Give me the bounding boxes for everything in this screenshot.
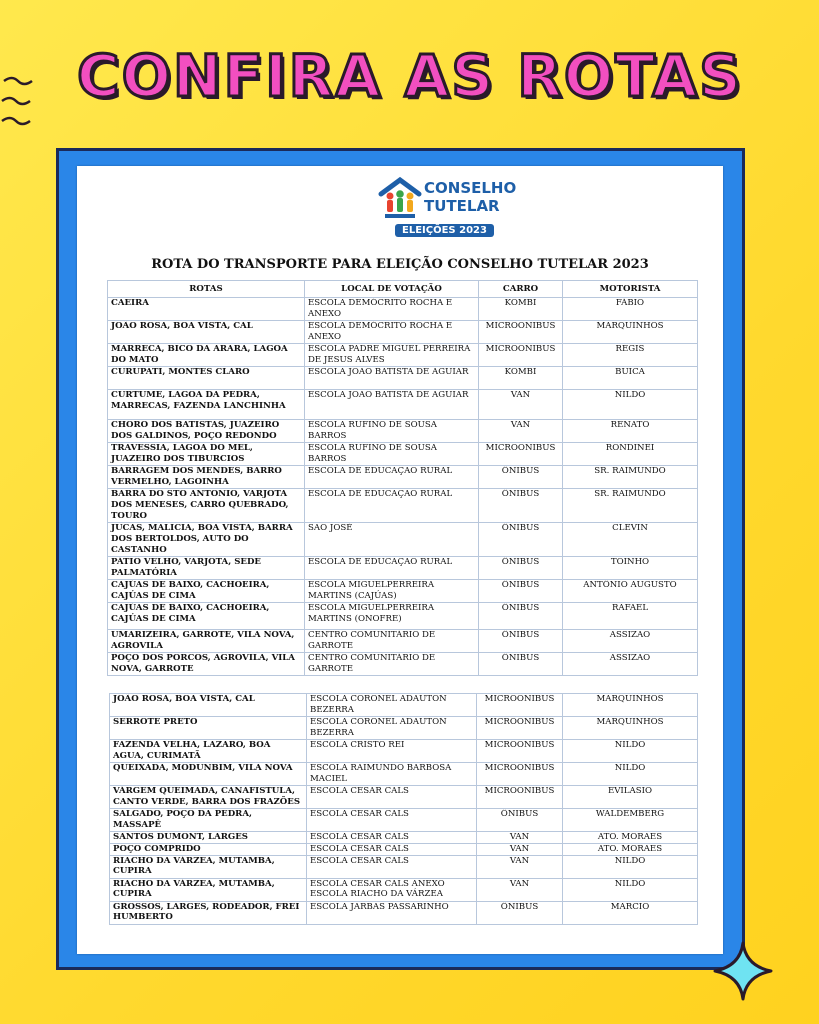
- table-row: [108, 523, 698, 557]
- location-cell: ESCOLA CESAR CALS: [307, 843, 477, 855]
- location-cell: ESCOLA CRISTO REI: [307, 740, 477, 763]
- table-row: [110, 763, 698, 786]
- logo-badge: ELEIÇÕES 2023: [395, 224, 494, 237]
- location-cell: ESCOLA CESAR CALS: [307, 831, 477, 843]
- family-house-icon: [377, 176, 423, 222]
- driver-cell: SR. RAIMUNDO: [563, 466, 698, 489]
- location-cell: CENTRO COMUNITÁRIO DE GARROTE: [305, 653, 479, 676]
- driver-cell: NILDO: [563, 878, 698, 901]
- routes-table-2: [109, 693, 698, 925]
- driver-cell: FÁBIO: [563, 298, 698, 321]
- logo-line1: CONSELHO: [424, 179, 517, 197]
- table-row: [108, 443, 698, 466]
- route-cell: CAEIRA: [108, 298, 305, 321]
- table-row: [108, 603, 698, 630]
- table-row: [110, 809, 698, 832]
- location-cell: ESCOLA DE EDUCAÇÃO RURAL: [305, 557, 479, 580]
- route-cell: CAJÚAS DE BAIXO, CACHOEIRA, CAJÚAS DE CIMA: [108, 603, 305, 630]
- driver-cell: MARQUINHOS: [563, 694, 698, 717]
- location-cell: ESCOLA CORONEL ADAUTON BEZERRA: [307, 694, 477, 717]
- vehicle-cell: VAN: [477, 855, 563, 878]
- route-cell: SERROTE PRETO: [110, 717, 307, 740]
- route-cell: RIACHO DA VÁRZEA, MUTAMBA, CUPIRA: [110, 878, 307, 901]
- logo-line2: TUTELAR: [424, 197, 500, 215]
- route-cell: TRAVESSIA, LAGOA DO MEL, JUAZEIRO DOS TIBURCIOS: [108, 443, 305, 466]
- driver-cell: NILDO: [563, 855, 698, 878]
- route-cell: UMARIZEIRA, GARROTE, VILA NOVA, AGROVILA: [108, 630, 305, 653]
- location-cell: ESCOLA RAIMUNDO BARBOSA MACIEL: [307, 763, 477, 786]
- location-cell: ESCOLA CORONEL ADAUTON BEZERRA: [307, 717, 477, 740]
- table-row: [108, 489, 698, 523]
- route-cell: CHORO DOS BATISTAS, JUAZEIRO DOS GALDINOS, POÇO REDONDO: [108, 420, 305, 443]
- vehicle-cell: VAN: [479, 420, 563, 443]
- route-cell: POÇO DOS PORCOS, AGROVILA, VILA NOVA, GARROTE: [108, 653, 305, 676]
- table-row: [110, 740, 698, 763]
- table-row: [108, 420, 698, 443]
- table-row: [110, 843, 698, 855]
- header-local: LOCAL DE VOTAÇÃO: [305, 281, 479, 298]
- driver-cell: RENATO: [563, 420, 698, 443]
- vehicle-cell: MICROONIBUS: [477, 763, 563, 786]
- vehicle-cell: ÔNIBUS: [479, 523, 563, 557]
- vehicle-cell: MICROONIBUS: [479, 321, 563, 344]
- location-cell: ESCOLA MIGUELPERREIRA MARTINS (CAJÚAS): [305, 580, 479, 603]
- route-cell: JOÃO ROSA, BOA VISTA, CAL: [108, 321, 305, 344]
- route-cell: CURUPATI, MONTES CLARO: [108, 367, 305, 390]
- driver-cell: ANTÔNIO AUGUSTO: [563, 580, 698, 603]
- vehicle-cell: ÔNIBUS: [477, 809, 563, 832]
- document-page: [77, 166, 723, 954]
- headline: CONFIRA AS ROTAS: [77, 42, 743, 110]
- location-cell: ESCOLA DE EDUCAÇÃO RURAL: [305, 466, 479, 489]
- location-cell: ESCOLA DEMÓCRITO ROCHA E ANEXO: [305, 298, 479, 321]
- table-row: [110, 786, 698, 809]
- route-cell: JUCAS, MALICIA, BOA VISTA, BARRA DOS BERTOLDOS, AUTO DO CASTANHO: [108, 523, 305, 557]
- route-cell: SALGADO, POÇO DA PEDRA, MASSAPÊ: [110, 809, 307, 832]
- vehicle-cell: MICROONIBUS: [477, 740, 563, 763]
- location-cell: ESCOLA PADRE MIGUEL PERREIRA DE JESUS ALVES: [305, 344, 479, 367]
- driver-cell: MARQUINHOS: [563, 321, 698, 344]
- vehicle-cell: MICROONIBUS: [479, 344, 563, 367]
- driver-cell: MARQUINHOS: [563, 717, 698, 740]
- vehicle-cell: VAN: [477, 878, 563, 901]
- route-cell: RIACHO DA VÁRZEA, MUTAMBA, CUPIRA: [110, 855, 307, 878]
- location-cell: ESCOLA CESAR CALS ANEXO ESCOLA RIACHO DA VÁRZEA: [307, 878, 477, 901]
- route-cell: QUEIXADA, MODUNBIM, VILA NOVA: [110, 763, 307, 786]
- vehicle-cell: VAN: [479, 390, 563, 420]
- location-cell: ESCOLA CESAR CALS: [307, 855, 477, 878]
- driver-cell: NILDO: [563, 763, 698, 786]
- location-cell: ESCOLA CESAR CALS: [307, 786, 477, 809]
- table-row: [110, 717, 698, 740]
- location-cell: ESCOLA RUFINO DE SOUSA BARROS: [305, 443, 479, 466]
- vehicle-cell: ÔNIBUS: [479, 630, 563, 653]
- route-cell: PÁTIO VELHO, VARJOTA, SEDE PALMATÓRIA: [108, 557, 305, 580]
- location-cell: ESCOLA JARBAS PASSARINHO: [307, 901, 477, 924]
- location-cell: CENTRO COMUNITÁRIO DE GARROTE: [305, 630, 479, 653]
- driver-cell: SR. RAIMUNDO: [563, 489, 698, 523]
- table-row: [108, 298, 698, 321]
- table-row: [108, 367, 698, 390]
- table-row: [108, 580, 698, 603]
- location-cell: ESCOLA JOÃO BATISTA DE AGUIAR: [305, 367, 479, 390]
- location-cell: ESCOLA RUFINO DE SOUSA BARROS: [305, 420, 479, 443]
- location-cell: ESCOLA DEMÓCRITO ROCHA E ANEXO: [305, 321, 479, 344]
- route-cell: MARRECA, BICO DA ARARA, LAGOA DO MATO: [108, 344, 305, 367]
- header-carro: CARRO: [479, 281, 563, 298]
- driver-cell: NILDO: [563, 390, 698, 420]
- driver-cell: ASSIZÃO: [563, 630, 698, 653]
- driver-cell: ASSIZÃO: [563, 653, 698, 676]
- table-row: [110, 831, 698, 843]
- driver-cell: CLEVIN: [563, 523, 698, 557]
- vehicle-cell: ÔNIBUS: [479, 603, 563, 630]
- driver-cell: EVILASIO: [563, 786, 698, 809]
- vehicle-cell: MICROONIBUS: [479, 443, 563, 466]
- route-cell: BARRAGEM DOS MENDES, BARRO VERMELHO, LAGOINHA: [108, 466, 305, 489]
- driver-cell: NILDO: [563, 740, 698, 763]
- driver-cell: RAFAEL: [563, 603, 698, 630]
- table-row: [110, 878, 698, 901]
- vehicle-cell: ÔNIBUS: [479, 653, 563, 676]
- location-cell: ESCOLA JOÃO BATISTA DE AGUIAR: [305, 390, 479, 420]
- table-row: [108, 344, 698, 367]
- header-motorista: MOTORISTA: [563, 281, 698, 298]
- routes-table-1: [107, 280, 698, 676]
- route-cell: FAZENDA VELHA, LAZARO, BOA AGUA, CURIMATÃ: [110, 740, 307, 763]
- vehicle-cell: ÔNIBUS: [479, 489, 563, 523]
- route-cell: CURTUME, LAGOA DA PEDRA, MARRECAS, FAZENDA LANCHINHA: [108, 390, 305, 420]
- driver-cell: REGIS: [563, 344, 698, 367]
- table-header-row: [108, 281, 698, 298]
- table-row: [110, 694, 698, 717]
- driver-cell: BUICA: [563, 367, 698, 390]
- location-cell: ESCOLA MIGUELPERREIRA MARTINS (ONOFRE): [305, 603, 479, 630]
- table-row: [108, 466, 698, 489]
- route-cell: CAJÚAS DE BAIXO, CACHOEIRA, CAJÚAS DE CIMA: [108, 580, 305, 603]
- route-cell: VÁRGEM QUEIMADA, CANAFISTULA, CANTO VERDE, BARRA DOS FRAZÕES: [110, 786, 307, 809]
- vehicle-cell: VAN: [477, 831, 563, 843]
- vehicle-cell: VAN: [477, 843, 563, 855]
- driver-cell: ATO. MORAES: [563, 831, 698, 843]
- driver-cell: TOINHO: [563, 557, 698, 580]
- sparkle-icon: [712, 940, 774, 1002]
- document-title: ROTA DO TRANSPORTE PARA ELEIÇÃO CONSELHO TUTELAR 2023: [151, 257, 649, 272]
- route-cell: SANTOS DUMONT, LARGES: [110, 831, 307, 843]
- vehicle-cell: MICROONIBUS: [477, 717, 563, 740]
- table-row: [108, 390, 698, 420]
- driver-cell: RONDINEI: [563, 443, 698, 466]
- conselho-tutelar-logo: [377, 176, 527, 244]
- route-cell: GROSSOS, LARGES, RODEADOR, FREI HUMBERTO: [110, 901, 307, 924]
- route-cell: POÇO COMPRIDO: [110, 843, 307, 855]
- route-cell: BARRA DO STO ANTONIO, VARJOTA DOS MENESES, CARRO QUEBRADO, TOURO: [108, 489, 305, 523]
- vehicle-cell: ÔNIBUS: [477, 901, 563, 924]
- vehicle-cell: KOMBI: [479, 367, 563, 390]
- location-cell: ESCOLA CESAR CALS: [307, 809, 477, 832]
- driver-cell: ATO. MORAES: [563, 843, 698, 855]
- table-row: [110, 855, 698, 878]
- vehicle-cell: MICROONIBUS: [477, 786, 563, 809]
- location-cell: SÃO JOSÉ: [305, 523, 479, 557]
- vehicle-cell: MICROONIBUS: [477, 694, 563, 717]
- table-row: [108, 630, 698, 653]
- table-row: [108, 557, 698, 580]
- driver-cell: WALDEMBERG: [563, 809, 698, 832]
- location-cell: ESCOLA DE EDUCAÇÃO RURAL: [305, 489, 479, 523]
- vehicle-cell: ÔNIBUS: [479, 580, 563, 603]
- driver-cell: MARCIO: [563, 901, 698, 924]
- vehicle-cell: ÔNIBUS: [479, 466, 563, 489]
- route-cell: JOÃO ROSA, BOA VISTA, CAL: [110, 694, 307, 717]
- header-rotas: ROTAS: [108, 281, 305, 298]
- table-row: [108, 653, 698, 676]
- vehicle-cell: ÔNIBUS: [479, 557, 563, 580]
- table-row: [110, 901, 698, 924]
- table-row: [108, 321, 698, 344]
- vehicle-cell: KOMBI: [479, 298, 563, 321]
